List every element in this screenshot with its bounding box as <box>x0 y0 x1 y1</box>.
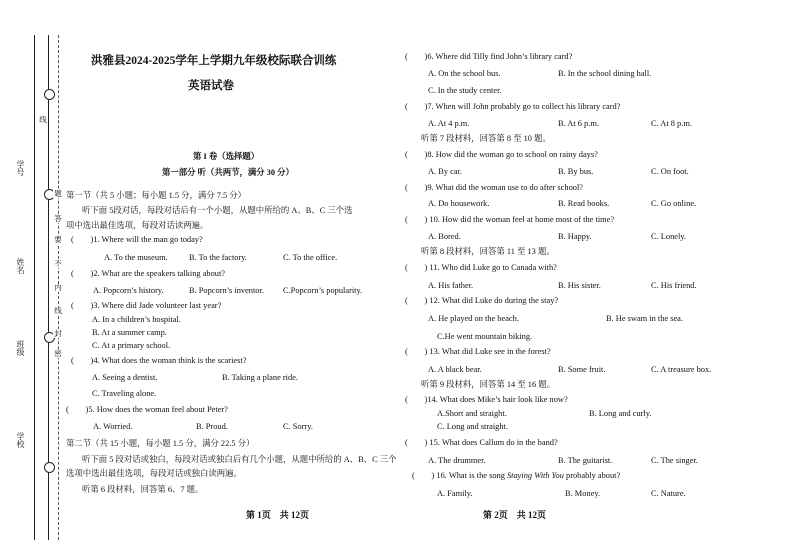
option: C. The singer. <box>651 456 698 465</box>
option: A. His father. <box>428 281 474 290</box>
option: B. Some fruit. <box>558 365 606 374</box>
option: A. Family. <box>437 489 473 498</box>
question-2: ( )2. What are the speakers talking about? <box>71 269 226 278</box>
question-16 <box>412 471 620 481</box>
margin-solid-line <box>34 35 35 540</box>
option: B. To the factory. <box>189 253 248 262</box>
option: B. Long and curly. <box>589 409 652 418</box>
option: A. To the museum. <box>104 253 168 262</box>
option: A. He played on the beach. <box>428 314 519 323</box>
option: B. Read books. <box>558 199 610 208</box>
option: B. At a summer camp. <box>92 328 167 337</box>
material-note: 听第 9 段材料，回答第 14 至 16 题。 <box>421 380 555 389</box>
option: B. Happy. <box>558 232 592 241</box>
class-label: 班级 <box>16 340 25 356</box>
question-9: ( )9. What did the woman use to do after school? <box>405 183 584 192</box>
option: B. Taking a plane ride. <box>222 373 299 382</box>
page-footer-left: 第 1页 共 12页 <box>246 510 310 520</box>
option: C.He went mountain biking. <box>437 332 533 341</box>
material-note: 听第 7 段材料，回答第 8 至 10 题。 <box>421 134 551 143</box>
option: A. In a children’s hospital. <box>92 315 181 324</box>
option: C. His friend. <box>651 281 697 290</box>
seal-char: 不 <box>54 259 62 268</box>
option: B. At 6 p.m. <box>558 119 599 128</box>
option: A. Do housework. <box>428 199 490 208</box>
question-12: ( ) 12. What did Luke do during the stay? <box>405 296 559 305</box>
option: A.Short and straight. <box>437 409 507 418</box>
volume-title: 第 I 卷（选择题） <box>193 152 260 161</box>
school-label: 学校 <box>16 432 25 448</box>
option: C.Popcorn’s popularity. <box>283 286 363 295</box>
binding-hole <box>44 89 55 100</box>
question-8: ( )8. How did the woman go to school on rainy days? <box>405 150 598 159</box>
option: A. At 4 p.m. <box>428 119 470 128</box>
option: A. Popcorn’s history. <box>93 286 164 295</box>
option: A. Seeing a dentist. <box>92 373 158 382</box>
option: A. The drummer. <box>428 456 486 465</box>
option: C. At 8 p.m. <box>651 119 692 128</box>
section2-heading: 第二节（共 15 小题，每小题 1.5 分，满分 22.5 分） <box>66 439 255 448</box>
option: B. By bus. <box>558 167 594 176</box>
section2-instruction: 听下面 5 段对话或独白，每段对话或独白后有几个小题，从题中所给的 A、B、C 三个 <box>82 455 397 464</box>
option: A. Bored. <box>428 232 461 241</box>
seal-char: 密 <box>54 349 62 358</box>
option: B. In the school dining hall. <box>558 69 652 78</box>
question-6: ( )6. Where did Tilly find John’s library card? <box>405 52 573 61</box>
question-3: ( )3. Where did Jade volunteer last year? <box>71 301 222 310</box>
question-7: ( )7. When will John probably go to collect his library card? <box>405 102 621 111</box>
option: A. A black bear. <box>428 365 482 374</box>
seal-char: 题 <box>54 189 62 198</box>
question-15: ( ) 15. What does Callum do in the band? <box>405 438 558 447</box>
option: B. Proud. <box>196 422 228 431</box>
name-label: 姓名 <box>16 258 25 274</box>
exam-school-title: 洪雅县2024-2025学年上学期九年级校际联合训练 <box>91 55 337 67</box>
question-1: ( )1. Where will the man go today? <box>71 235 203 244</box>
option: C. Sorry. <box>283 422 313 431</box>
binding-hole <box>44 462 55 473</box>
student-id-label: 学号 <box>16 160 25 176</box>
option: C. Long and straight. <box>437 422 508 431</box>
exam-subject-title: 英语试卷 <box>188 80 234 92</box>
option: B. He swam in the sea. <box>606 314 683 323</box>
option: A. On the school bus. <box>428 69 501 78</box>
section2-instruction: 选项中选出最佳选项，每段对话或独白读两遍。 <box>66 469 242 478</box>
part-title: 第一部分 听（共两节，满分 30 分） <box>162 168 294 177</box>
option: C. At a primary school. <box>92 341 171 350</box>
question-5: ( )5. How does the woman feel about Peter? <box>66 405 228 414</box>
question-11: ( ) 11. Who did Luke go to Canada with? <box>405 263 557 272</box>
option: C. Lonely. <box>651 232 687 241</box>
question-4: ( )4. What does the woman think is the scariest? <box>71 356 247 365</box>
question-14: ( )14. What does Mike’s hair look like now? <box>405 395 568 404</box>
option: C. A treasure box. <box>651 365 712 374</box>
seal-char: 封 <box>54 329 62 338</box>
option: A. Worried. <box>93 422 133 431</box>
option: B. His sister. <box>558 281 601 290</box>
option: C. Traveling alone. <box>92 389 157 398</box>
page-footer-right: 第 2页 共 12页 <box>483 510 547 520</box>
option: C. Go online. <box>651 199 697 208</box>
material-note: 听第 6 段材料，回答第 6、7 题。 <box>82 485 204 494</box>
section1-heading: 第一节（共 5 小题；每小题 1.5 分，满分 7.5 分） <box>66 191 247 200</box>
song-title: Staying With You <box>506 471 564 480</box>
option: C. On foot. <box>651 167 689 176</box>
question-10: ( ) 10. How did the woman feel at home most of the time? <box>405 215 615 224</box>
section1-instruction: 听下面 5段对话，每段对话后有一个小题，从题中所给的 A、B、C 三个选 <box>82 206 353 215</box>
question-16-text: probably about? <box>563 471 621 480</box>
question-13: ( ) 13. What did Luke see in the forest? <box>405 347 551 356</box>
question-16-text: ( ) 16. What is the song <box>412 471 507 480</box>
seal-char: 答 <box>54 214 62 223</box>
option: C. To the office. <box>283 253 338 262</box>
option: B. Money. <box>565 489 601 498</box>
section1-instruction: 项中选出最佳选项，每段对话读两遍。 <box>66 221 209 230</box>
seal-char: 内 <box>54 283 62 292</box>
material-note: 听第 8 段材料，回答第 11 至 13 题。 <box>421 247 555 256</box>
option: B. The guitarist. <box>558 456 613 465</box>
seal-char: 要 <box>54 235 62 244</box>
cut-line-label: 线 <box>39 115 47 124</box>
option: C. In the study center. <box>428 86 502 95</box>
option: C. Nature. <box>651 489 686 498</box>
option: A. By car. <box>428 167 462 176</box>
seal-char: 线 <box>54 306 62 315</box>
option: B. Popcorn’s inventor. <box>189 286 264 295</box>
